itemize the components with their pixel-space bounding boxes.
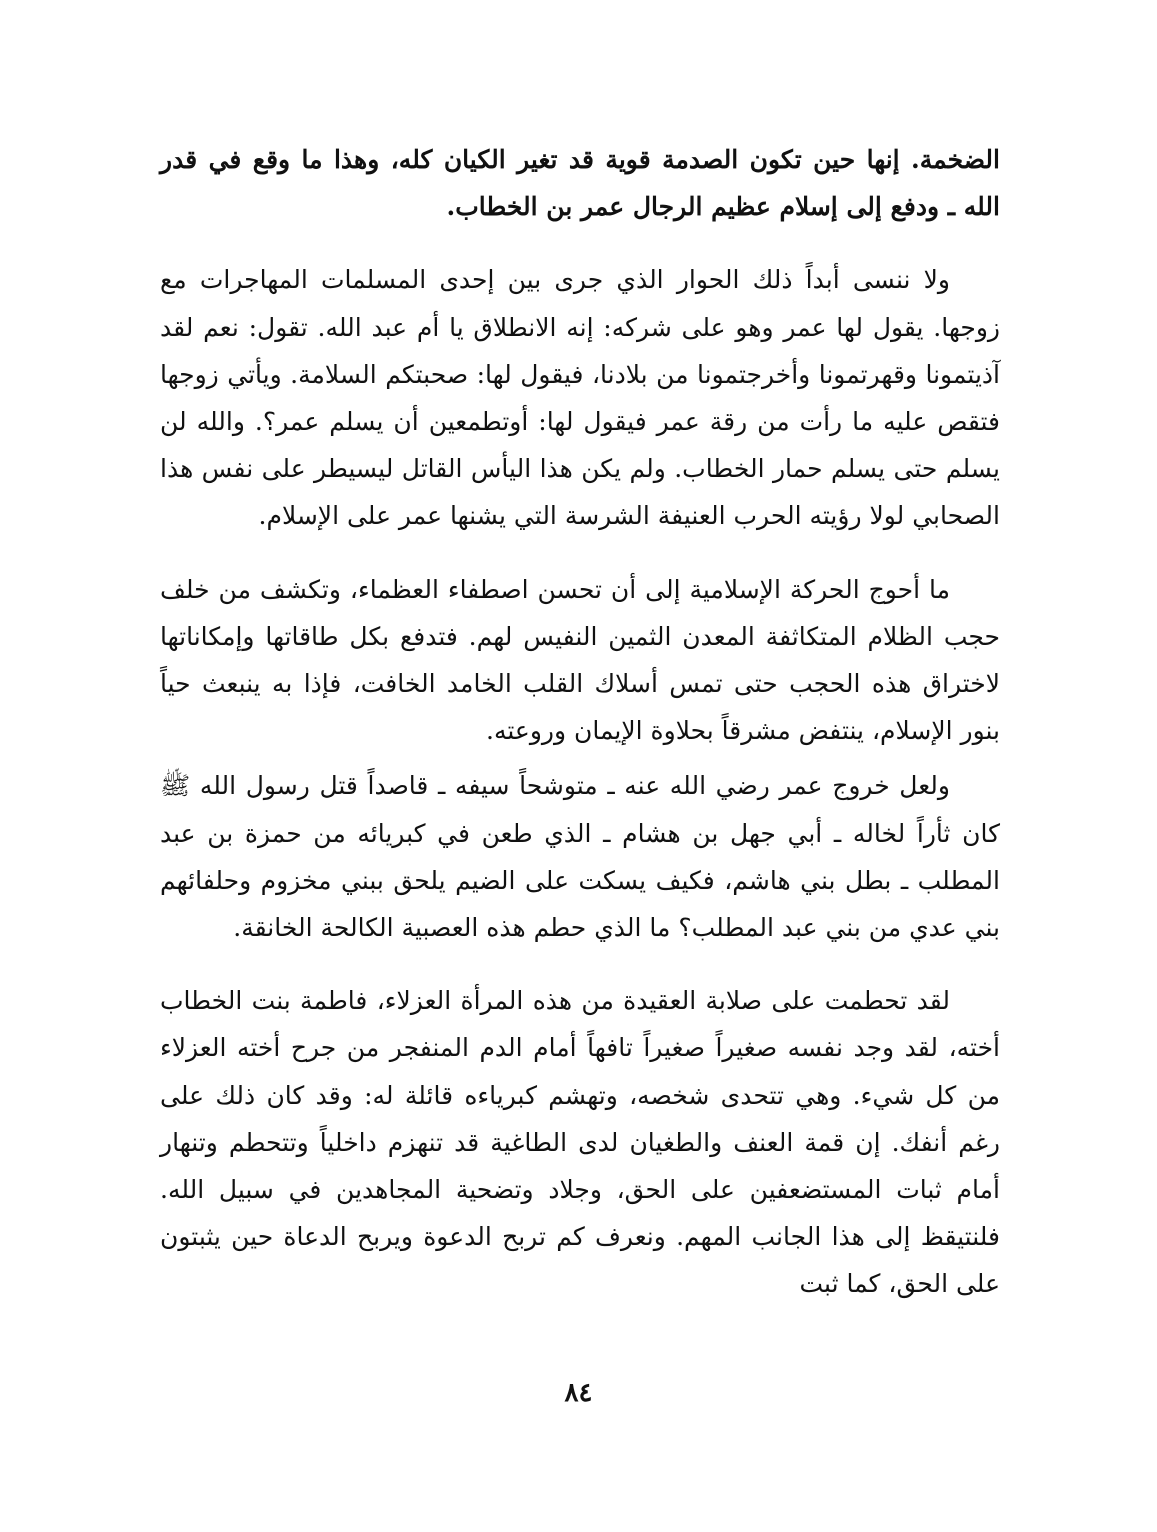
paragraph-2: ولا ننسى أبداً ذلك الحوار الذي جرى بين إحدى المسلمات المهاجرات مع زوجها. يقول لها عمر وهو على شركه: إنه الانطلاق يا أم عبد الله. تقول: نعم لقد آذيتمونا وقهرتمونا وأخرجتمونا من بلادنا، فيقول لها: صحبتكم السلامة. ويأتي زوجها فتقص عليه ما رأت من رقة عمر فيقول لها: أوتطمعين أن يسلم عمر؟. والله لن يسلم حتى يسلم حمار الخطاب. ولم يكن هذا اليأس القاتل ليسيطر على نفس هذا الصحابي لولا رؤيته الحرب العنيفة الشرسة التي يشنها عمر على الإسلام.	[160, 265, 1000, 531]
paragraph-5: لقد تحطمت على صلابة العقيدة من هذه المرأة العزلاء، فاطمة بنت الخطاب أخته، لقد وجد نفسه صغيراً صغيراً تافهاً أمام الدم المنفجر من جرح أخته العزلاء من كل شيء. وهي تتحدى شخصه، وتهشم كبرياءه قائلة له: وقد كان ذلك على رغم أنفك. إن قمة العنف والطغيان لدى الطاغية قد تنهزم داخلياً وتتحطم وتنهار أمام ثبات المستضعفين على الحق، وجلاد وتضحية المجاهدين في سبيل الله. فلنتيقظ إلى هذا الجانب المهم. ونعرف كم تربح الدعوة ويربح الدعاة حين يثبتون على الحق، كما ثبت	[160, 986, 1000, 1299]
paragraph-1: الضخمة. إنها حين تكون الصدمة قوية قد تغير الكيان كله، وهذا ما وقع في قدر الله ـ ودفع إلى إسلام عظيم الرجال عمر بن الخطاب.	[160, 145, 1000, 222]
paragraph-4: ولعل خروج عمر رضي الله عنه ـ متوشحاً سيفه ـ قاصداً قتل رسول الله ﷺ كان ثأراً لخاله ـ أبي جهل بن هشام ـ الذي طعن في كبريائه من حمزة بن عبد المطلب ـ بطل بني هاشم، فكيف يسكت على الضيم يلحق ببني مخزوم وحلفائهم بني عدي من بني عبد المطلب؟ ما الذي حطم هذه العصبية الكالحة الخانقة.	[160, 771, 1000, 943]
page-number: ٨٤	[564, 1378, 593, 1408]
paragraph-3: ما أحوج الحركة الإسلامية إلى أن تحسن اصطفاء العظماء، وتكشف من خلف حجب الظلام المتكاثفة المعدن الثمين النفيس لهم. فتدفع بكل طاقاتها وإمكاناتها لاختراق هذه الحجب حتى تمس أسلاك القلب الخامد الخافت، فإذا به ينبعث حياً بنور الإسلام، ينتفض مشرقاً بحلاوة الإيمان وروعته.	[160, 574, 1000, 746]
body-text	[160, 136, 1000, 1308]
